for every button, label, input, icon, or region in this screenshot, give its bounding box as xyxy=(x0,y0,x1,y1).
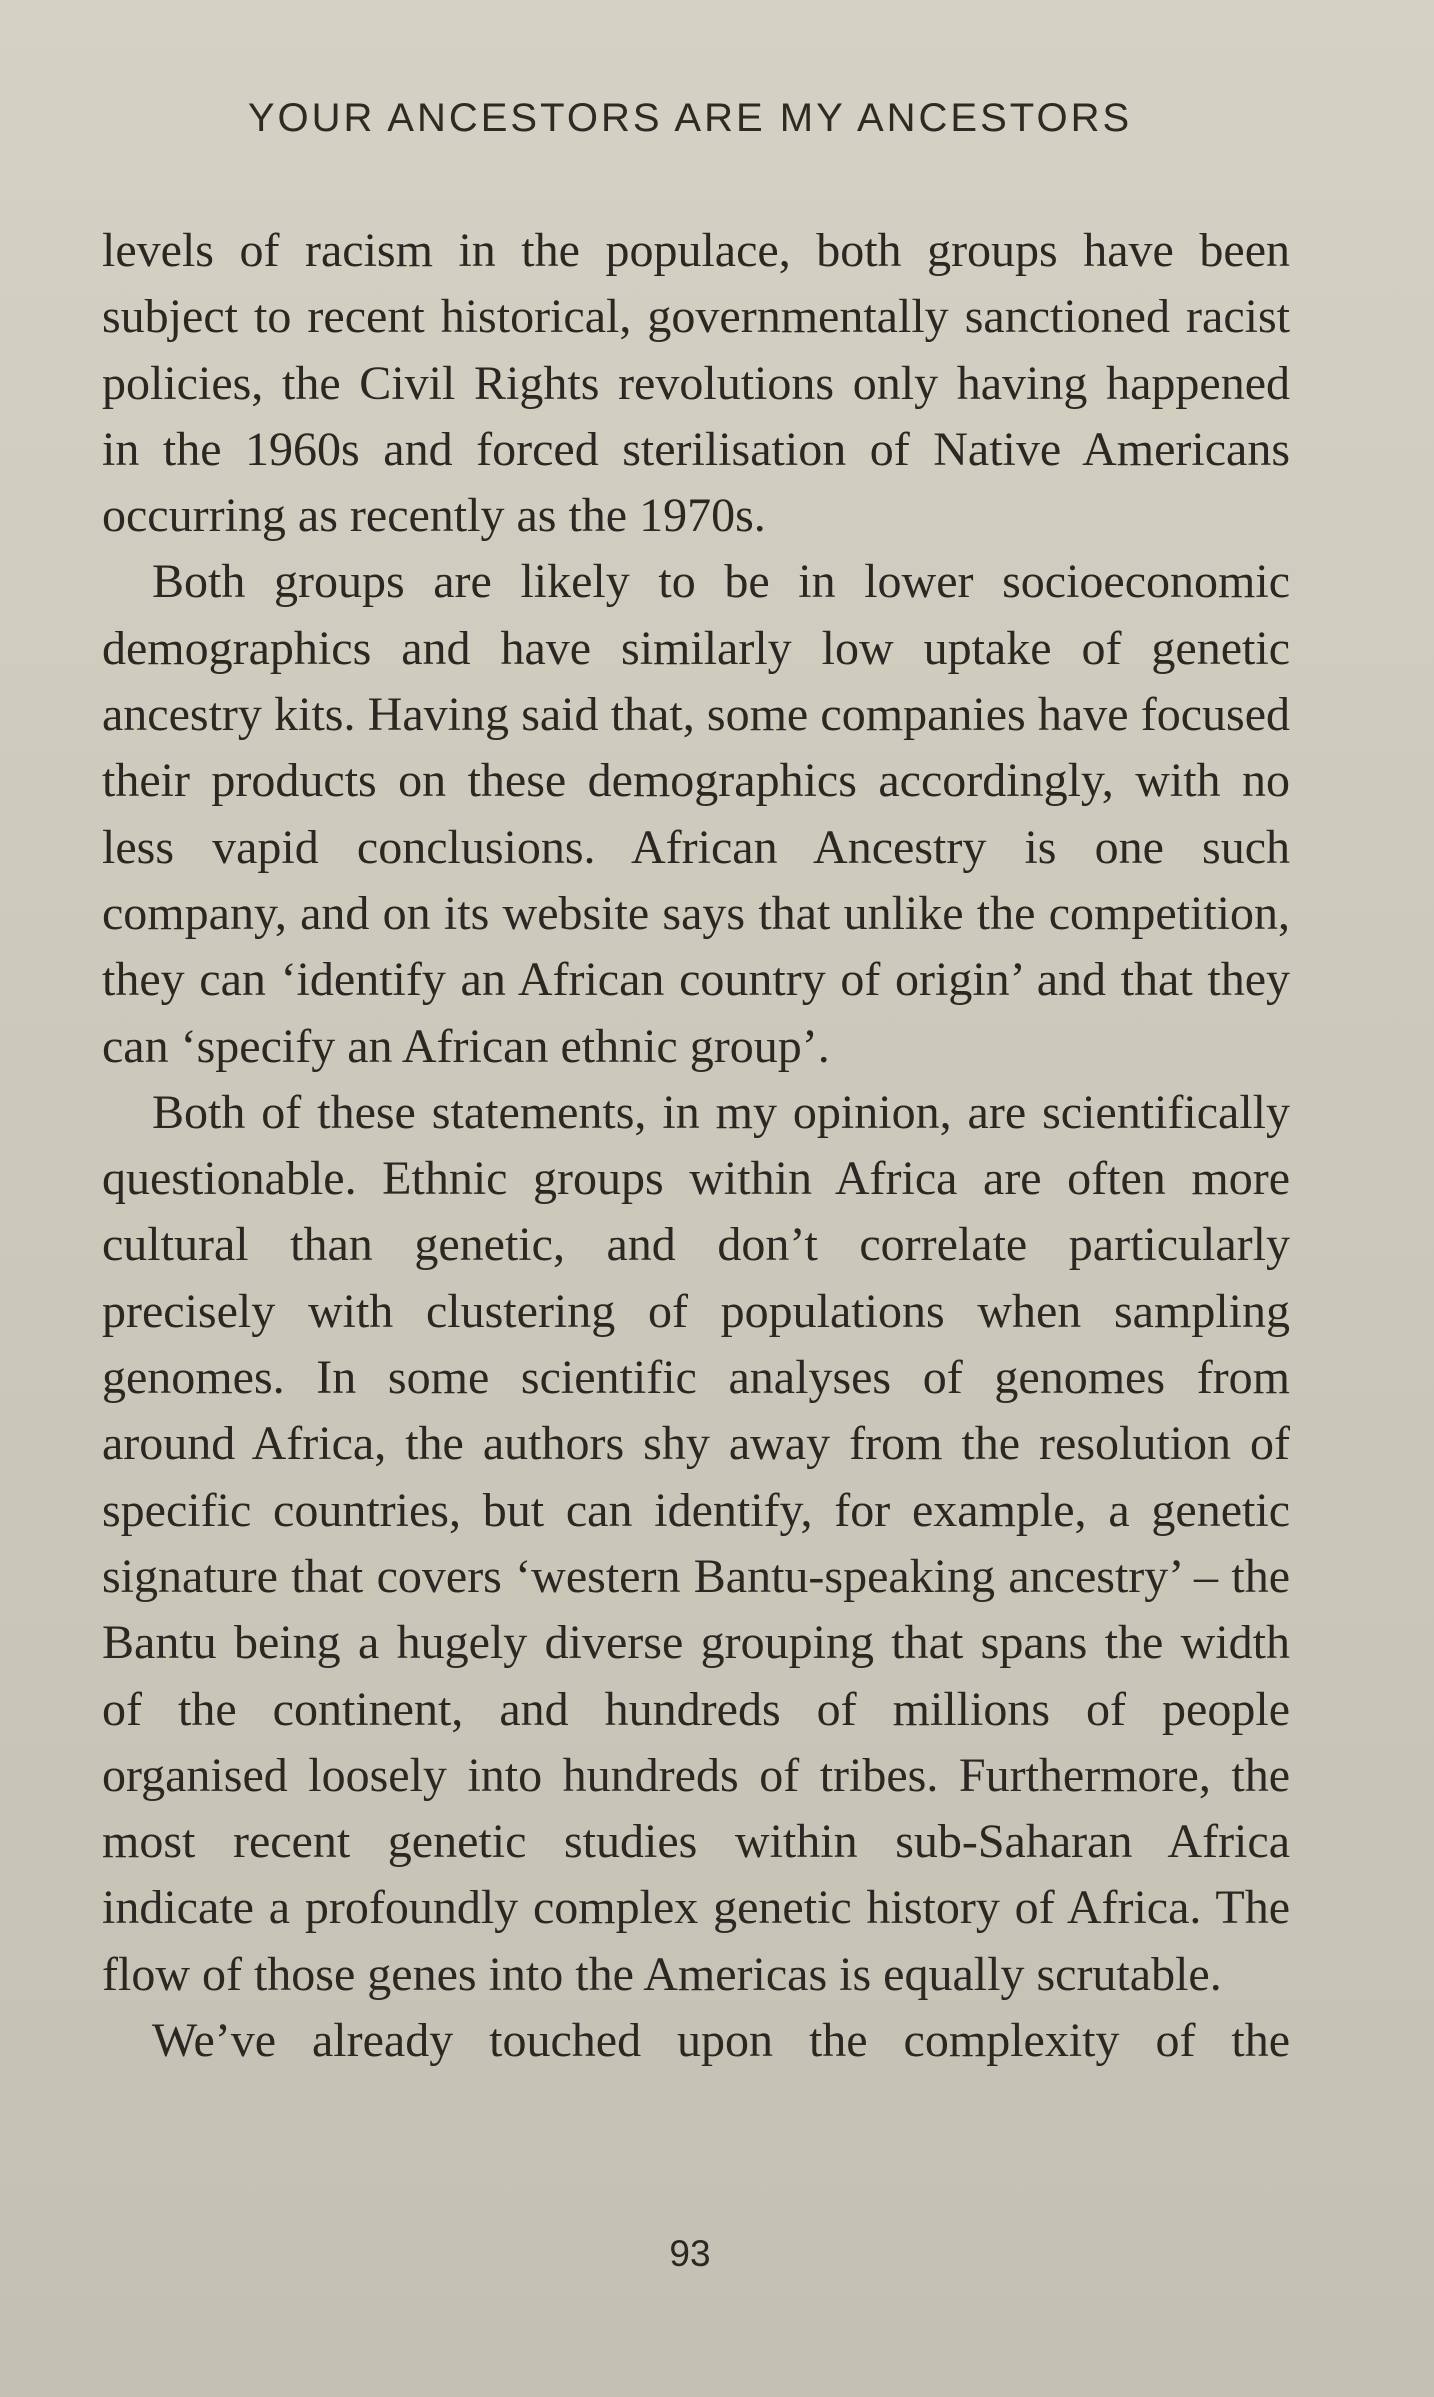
paragraph: We’ve already touched upon the complexity of the xyxy=(152,2014,1290,2068)
body-text xyxy=(102,218,1290,2074)
running-head: YOUR ANCESTORS ARE MY ANCESTORS xyxy=(247,96,1133,140)
paragraph: Both groups are likely to be in lower socioeconomic demographics and have similarly low uptake of genetic ancestry kits. Having said that, some companies have focused their products on these demographics accordingly, with no less vapid conclusions. African Ancestry is one such company, and on its website says that unlike the competition, they can ‘identify an African country of origin’ and that they can ‘specify an African ethnic group’. xyxy=(102,555,1290,1073)
page-number: 93 xyxy=(669,2233,711,2274)
paragraph: Both of these statements, in my opinion, are scientifically questionable. Ethnic groups within Africa are often more cultural than genetic, and don’t correlate particularly precisely with clustering of populations when sampling genomes. In some scientific analyses of genomes from around Africa, the authors shy away from the resolution of specific countries, but can identify, for example, a genetic signature that covers ‘western Bantu-speaking ancestry’ – the Bantu being a hugely diverse grouping that spans the width of the continent, and hundreds of millions of people organised loosely into hundreds of tribes. Furthermore, the most recent genetic studies within sub-Saharan Africa indicate a profoundly complex genetic history of Africa. The flow of those genes into the Americas is equally scrutable. xyxy=(102,1085,1290,2001)
paragraph: levels of racism in the populace, both groups have been subject to recent historical, governmentally sanctioned racist policies, the Civil Rights revolutions only having happened in the 1960s and forced sterilisation of Native Americans occurring as recently as the 1970s. xyxy=(102,224,1290,543)
